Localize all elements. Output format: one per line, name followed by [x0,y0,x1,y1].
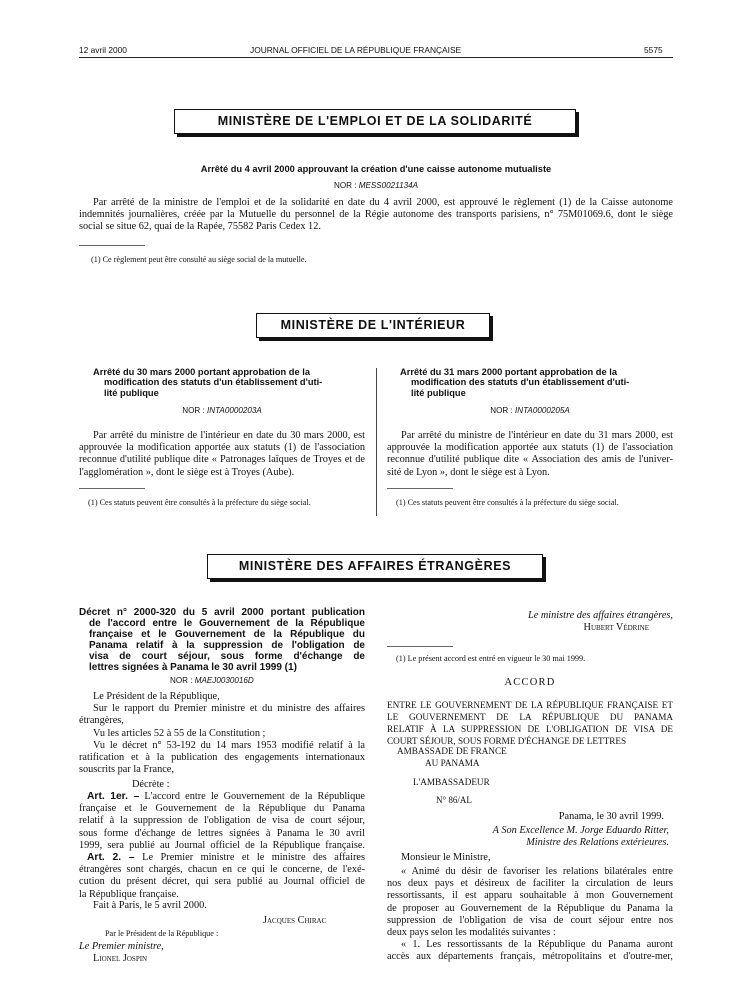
section2-right-title: Arrêté du 31 mars 2000 portant approbation de la modification des statuts d'un établissement d'uti- lité publique [400,367,630,398]
section2-left-nor: NOR : INTA0000203A [182,406,262,415]
accord-footnote: (1) Le présent accord est entré en vigueur le 30 mai 1999. [396,654,586,663]
page-number: 5575 [644,45,663,55]
ministry-banner-affaires-etrangeres: MINISTÈRE DES AFFAIRES ÉTRANGÈRES [207,554,543,579]
body-line: indemnités journalières, créée par la Mutuelle du personnel de la Régie autonome des transports parisiens, n° 75M01069.6, dont le siège [79,209,673,221]
embassy: AMBASSADE DE FRANCE AU PANAMA [397,746,507,768]
body-line: social se situe 62, quai de la Rapée, 75582 Paris Cedex 12. [79,221,321,233]
place-date: Panama, le 30 avril 1999. [558,811,664,822]
addressee: A Son Excellence M. Jorge Eduardo Ritter, Ministre des Relations extérieures. [492,825,669,849]
decree-title: Décret n° 2000-320 du 5 avril 2000 portant publication de l'accord entre le Gouvernement de la République française et le Gouvernement de la République du Panama relatif à la suppression de l'obligation de visa de court séjour, sous forme d'échange de lettres signées à Panama le 30 avril 1999 (1) [79,607,365,673]
accord-heading: ACCORD [504,677,556,688]
signer: Jacques Chirac [263,915,327,926]
header-rule [79,57,673,58]
section2-left-footnote: (1) Ces statuts peuvent être consultés à la préfecture du siège social. [88,498,311,507]
letter-ref: N° 86/AL [436,795,472,805]
decrete: Décrète : [132,779,170,790]
section2-right-nor: NOR : INTA0000205A [490,406,570,415]
decree-nor: NOR : MAEJ0030016D [170,676,254,685]
ministry-banner-interieur: MINISTÈRE DE L'INTÉRIEUR [256,313,490,338]
decree-intro: Le Président de la République, Sur le rapport du Premier ministre et du ministre des affaires étrangères, Vu les articles 52 à 55 de la Constitution ; Vu le décret n° 53-192 du 14 mars 1953 modifié relatif à la ratification et à la publication des engagements internationaux souscrits par la France, [79,691,365,776]
minister-name: Hubert Védrine [583,622,649,633]
body-line: Par arrêté de la ministre de l'emploi et de la solidarité en date du 4 avril 2000, est approuvé le règlement (1) de la Caisse autonome [93,197,673,208]
section1-footnote: (1) Ce règlement peut être consulté au siège social de la mutuelle. [91,255,307,264]
footnote-rule [387,646,453,647]
footnote-rule [387,488,453,489]
section1-body [79,197,673,234]
journal-title: JOURNAL OFFICIEL DE LA RÉPUBLIQUE FRANÇAISE [250,45,462,55]
footnote-rule [79,488,145,489]
section2-left-title: Arrêté du 30 mars 2000 portant approbation de la modification des statuts d'un établissement d'uti- lité publique [93,367,323,398]
section2-right-footnote: (1) Ces statuts peuvent être consultés à la préfecture du siège social. [396,498,619,507]
section2-left-body: Par arrêté du ministre de l'intérieur en date du 30 mars 2000, est approuvée la modification apportée aux statuts (1) de l'association reconnue d'utilité publique dite « Patronages laïques de Troyes et de l'agglomération », dont le siège est à Troyes (Aube). [79,430,365,478]
pm-title: Le Premier ministre, [79,941,164,952]
header-date: 12 avril 2000 [79,45,127,55]
done-at: Fait à Paris, le 5 avril 2000. [93,900,207,911]
section1-title: Arrêté du 4 avril 2000 approuvant la création d'une caisse autonome mutualiste [200,164,552,174]
by-president: Par le Président de la République : [105,929,219,938]
section2-right-body: Par arrêté du ministre de l'intérieur en date du 31 mars 2000, est approuvée la modification apportée aux statuts (1) de l'association reconnue d'utilité publique dite « Association des amis de l'univer- sité de Lyon », dont le siège est à Lyon. [387,430,673,478]
salutation: Monsieur le Ministre, [401,852,491,863]
article-2: Art. 2. – Le Premier ministre et le ministre des affaires étrangères sont chargés, chacun en ce qui le concerne, de l'exé- cution du présent décret, qui sera publié au Journal officiel de la République française. [79,852,365,900]
letter-body: « Animé du désir de favoriser les relations bilatérales entre nos deux pays et désireux de faciliter la circulation de leurs ressortissants, il est apparu souhaitable à mon Gouvernement de proposer au Gouvernement de la République du Panama la suppression de l'obligation de visa de court séjour entre nos deux pays selon les modalités suivantes : « 1. Les ressortissants de la République du Panama auront accès aux départements français, métropolitains et d'outre-mer, [387,866,673,963]
ministry-banner-emploi: MINISTÈRE DE L'EMPLOI ET DE LA SOLIDARITÉ [174,109,576,134]
nor-code: MESS0021134A [358,181,418,190]
ambassador: L'AMBASSADEUR [413,777,490,787]
pm-name: Lionel Jospin [93,953,148,964]
column-divider [376,368,377,516]
minister-title: Le ministre des affaires étrangères, [527,610,673,621]
article-1: Art. 1er. – L'accord entre le Gouvernement de la République française et le Gouvernement de la République du Panama relatif à la suppression de l'obligation de visa de court séjour, sous forme d'échange de lettres signées à Panama le 30 avril 1999, sera publié au Journal officiel de la République française. [79,791,365,851]
footnote-rule [79,245,145,246]
section1-nor: NOR : MESS0021134A [334,181,418,190]
accord-title: ENTRE LE GOUVERNEMENT DE LA RÉPUBLIQUE FRANÇAISE ET LE GOUVERNEMENT DE LA RÉPUBLIQUE DU PANAMA RELATIF À LA SUPPRESSION DE L'OBLIGATION DE VISA DE COURT SÉJOUR, SOUS FORME D'ÉCHANGE DE LETTRES [387,700,673,746]
art2-label: Art. 2. – [87,852,135,863]
art1-label: Art. 1er. – [87,791,140,802]
